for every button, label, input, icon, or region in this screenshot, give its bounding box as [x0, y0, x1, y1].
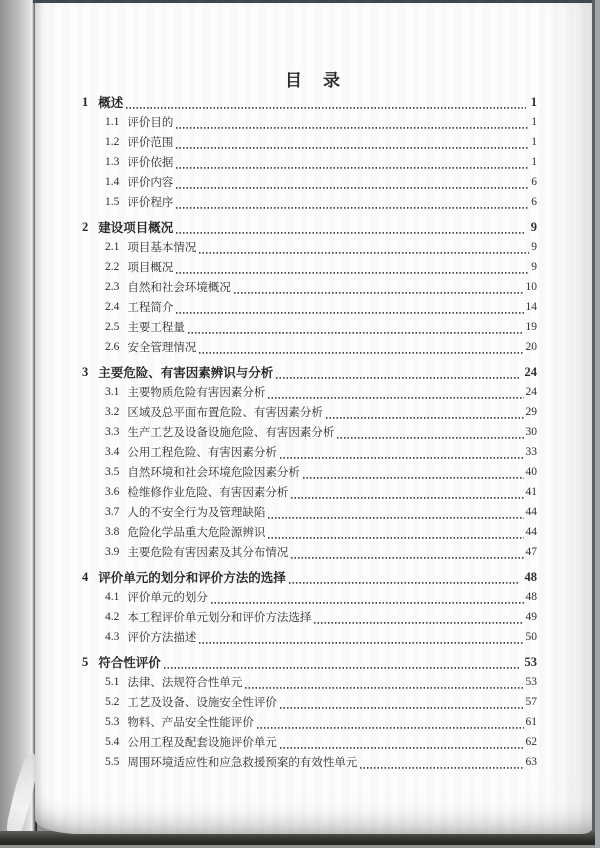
- toc-entry-number: 2.2: [105, 261, 120, 273]
- toc-row: [82, 422, 537, 442]
- toc-row: [82, 217, 537, 237]
- toc-entry-number: 5.1: [105, 676, 120, 688]
- toc-entry-page: 62: [525, 736, 537, 748]
- toc-entry-page: 6: [531, 196, 537, 208]
- dot-leader: [199, 340, 523, 354]
- toc-row: [82, 112, 537, 132]
- toc-row: [82, 382, 537, 402]
- toc-row: [82, 442, 537, 462]
- toc-entry-page: 33: [525, 446, 537, 458]
- toc-entry-title: 概述: [98, 96, 124, 110]
- dot-leader: [176, 175, 529, 189]
- toc-row: [82, 237, 537, 257]
- toc-row: [82, 402, 537, 422]
- toc-row: [82, 712, 537, 732]
- dot-leader: [268, 505, 523, 519]
- toc-entry-title: 评价方法描述: [127, 632, 197, 644]
- dot-leader: [291, 485, 523, 499]
- toc-entry-page: 20: [525, 341, 537, 353]
- toc-entry-page: 30: [525, 426, 537, 438]
- toc-row: [82, 607, 537, 627]
- toc-entry-title: 区域及总平面布置危险、有害因素分析: [127, 407, 323, 419]
- toc-row: [82, 132, 537, 152]
- toc-entry-title: 评价单元的划分: [127, 592, 208, 604]
- toc-row: [82, 277, 537, 297]
- toc-row: [82, 337, 537, 357]
- toc-row: [82, 522, 537, 542]
- toc-entry-number: 3.9: [105, 546, 120, 558]
- toc-entry-page: 24: [524, 364, 537, 379]
- toc-entry-title: 安全管理情况: [127, 342, 197, 354]
- toc-row: [82, 317, 537, 337]
- toc-row: [82, 462, 537, 482]
- toc-row: [82, 92, 537, 112]
- toc-entry-title: 评价内容: [127, 177, 174, 189]
- scan-right-margin: [595, 0, 600, 848]
- toc-entry-title: 公用工程及配套设施评价单元: [127, 737, 277, 749]
- toc-entry-page: 24: [525, 386, 537, 398]
- toc-entry-title: 人的不安全行为及管理缺陷: [127, 507, 266, 519]
- toc-entry-title: 项目基本情况: [127, 242, 197, 254]
- toc-entry-number: 2.3: [105, 281, 120, 293]
- toc-entry-number: 5: [82, 654, 89, 669]
- toc-row: [82, 752, 537, 772]
- toc-entry-title: 本工程评价单元划分和评价方法选择: [127, 612, 312, 624]
- toc-row: [82, 172, 537, 192]
- toc-row: [82, 692, 537, 712]
- toc-entry-number: 1.1: [105, 116, 120, 128]
- dot-leader: [199, 630, 523, 644]
- toc-entry-page: 1: [531, 156, 537, 168]
- toc-entry-number: 3.8: [105, 526, 120, 538]
- dot-leader: [326, 405, 524, 419]
- toc-row: [82, 627, 537, 647]
- toc-entry-page: 14: [525, 301, 537, 313]
- toc-row: [82, 257, 537, 277]
- toc-row: [82, 672, 537, 692]
- toc-entry-page: 19: [525, 321, 537, 333]
- toc-entry-title: 评价单元的划分和评价方法的选择: [98, 571, 286, 585]
- toc-entry-page: 41: [525, 486, 537, 498]
- toc-entry-page: 57: [525, 696, 537, 708]
- toc-entry-page: 61: [525, 716, 537, 728]
- toc-entry-title: 建设项目概况: [98, 221, 174, 235]
- dot-leader: [199, 240, 529, 254]
- book-page-stack-edge: [0, 0, 37, 838]
- toc-entry-number: 3.1: [105, 386, 120, 398]
- toc-entry-number: 4.2: [105, 611, 120, 623]
- toc-row: [82, 732, 537, 752]
- dot-leader: [276, 365, 519, 379]
- toc-row: [82, 542, 537, 562]
- toc-entry-title: 公用工程危险、有害因素分析: [127, 447, 277, 459]
- toc-entry-title: 工程简介: [127, 302, 174, 314]
- dot-leader: [188, 320, 524, 334]
- toc-list: [35, 87, 592, 772]
- dot-leader: [176, 260, 529, 274]
- page-title: 目 录: [285, 71, 342, 90]
- dot-leader: [176, 300, 523, 314]
- dot-leader: [360, 755, 523, 769]
- toc-entry-title: 评价目的: [127, 117, 174, 129]
- toc-entry-number: 2: [82, 219, 89, 234]
- toc-entry-page: 53: [524, 654, 537, 669]
- toc-entry-title: 主要工程量: [127, 322, 185, 334]
- toc-row: [82, 482, 537, 502]
- toc-entry-number: 3.7: [105, 506, 120, 518]
- dot-leader: [289, 570, 520, 584]
- toc-row: [82, 297, 537, 317]
- dot-leader: [234, 280, 524, 294]
- toc-entry-title: 符合性评价: [98, 656, 161, 670]
- toc-entry-number: 5.2: [105, 696, 120, 708]
- toc-entry-number: 1.3: [105, 156, 120, 168]
- toc-entry-title: 自然环境和社会环境危险因素分析: [127, 467, 300, 479]
- toc-row: [82, 502, 537, 522]
- toc-entry-page: 1: [531, 116, 537, 128]
- toc-entry-number: 1: [82, 94, 89, 109]
- dot-leader: [280, 445, 524, 459]
- toc-entry-page: 49: [525, 611, 537, 623]
- toc-entry-number: 3.4: [105, 446, 120, 458]
- toc-entry-title: 评价程序: [127, 197, 174, 209]
- toc-entry-number: 3.2: [105, 406, 120, 418]
- dot-leader: [176, 155, 529, 169]
- toc-entry-number: 3.6: [105, 486, 120, 498]
- toc-entry-title: 项目概况: [127, 262, 174, 274]
- toc-entry-number: 3: [82, 364, 89, 379]
- toc-entry-title: 工艺及设备、设施安全性评价: [127, 697, 277, 709]
- dot-leader: [280, 735, 524, 749]
- toc-entry-title: 评价依据: [127, 157, 174, 169]
- toc-entry-page: 40: [525, 466, 537, 478]
- dot-leader: [268, 525, 523, 539]
- dot-leader: [176, 195, 529, 209]
- toc-row: [82, 362, 537, 382]
- toc-entry-number: 2.6: [105, 341, 120, 353]
- toc-entry-page: 9: [531, 261, 537, 273]
- dot-leader: [176, 135, 529, 149]
- toc-row: [82, 567, 537, 587]
- toc-entry-number: 2.1: [105, 241, 120, 253]
- toc-entry-number: 5.4: [105, 736, 120, 748]
- toc-entry-number: 4: [82, 569, 89, 584]
- toc-entry-number: 5.5: [105, 756, 120, 768]
- toc-entry-page: 50: [525, 631, 537, 643]
- dot-leader: [245, 675, 523, 689]
- toc-entry-number: 5.3: [105, 716, 120, 728]
- dot-leader: [164, 655, 520, 669]
- toc-entry-title: 危险化学品重大危险源辨识: [127, 527, 266, 539]
- toc-entry-title: 主要危险、有害因素辨识与分析: [98, 366, 274, 380]
- dot-leader: [176, 220, 525, 234]
- toc-row: [82, 587, 537, 607]
- toc-entry-number: 2.4: [105, 301, 120, 313]
- toc-entry-page: 48: [525, 591, 537, 603]
- document-page: [35, 3, 592, 834]
- toc-entry-page: 44: [525, 506, 537, 518]
- toc-entry-title: 主要危险有害因素及其分布情况: [127, 547, 289, 559]
- dot-leader: [126, 95, 525, 109]
- toc-row: [82, 152, 537, 172]
- toc-entry-page: 44: [525, 526, 537, 538]
- toc-entry-title: 周围环境适应性和应急救援预案的有效性单元: [127, 757, 358, 769]
- dot-leader: [268, 385, 523, 399]
- toc-entry-number: 3.5: [105, 466, 120, 478]
- toc-entry-page: 6: [531, 176, 537, 188]
- toc-entry-page: 63: [525, 756, 537, 768]
- toc-entry-title: 自然和社会环境概况: [127, 282, 231, 294]
- toc-entry-page: 9: [530, 219, 537, 234]
- toc-entry-page: 48: [524, 569, 537, 584]
- toc-entry-page: 47: [525, 546, 537, 558]
- toc-row: [82, 652, 537, 672]
- toc-entry-number: 1.4: [105, 176, 120, 188]
- toc-entry-title: 评价范围: [127, 137, 174, 149]
- dot-leader: [176, 115, 529, 129]
- toc-entry-page: 53: [525, 676, 537, 688]
- toc-entry-title: 检维修作业危险、有害因素分析: [127, 487, 289, 499]
- dot-leader: [291, 545, 523, 559]
- toc-entry-page: 1: [530, 94, 537, 109]
- toc-entry-page: 29: [525, 406, 537, 418]
- dot-leader: [211, 590, 524, 604]
- toc-entry-number: 1.5: [105, 196, 120, 208]
- dot-leader: [337, 425, 523, 439]
- toc-entry-title: 生产工艺及设备设施危险、有害因素分析: [127, 427, 335, 439]
- toc-entry-number: 3.3: [105, 426, 120, 438]
- dot-leader: [303, 465, 524, 479]
- toc-entry-number: 1.2: [105, 136, 120, 148]
- dot-leader: [257, 715, 524, 729]
- toc-entry-number: 4.3: [105, 631, 120, 643]
- toc-entry-page: 9: [531, 241, 537, 253]
- toc-entry-title: 物料、产品安全性能评价: [127, 717, 254, 729]
- dot-leader: [314, 610, 523, 624]
- toc-entry-page: 1: [531, 136, 537, 148]
- toc-entry-title: 主要物质危险有害因素分析: [127, 387, 266, 399]
- toc-entry-number: 4.1: [105, 591, 120, 603]
- toc-entry-page: 10: [525, 281, 537, 293]
- toc-entry-title: 法律、法规符合性单元: [127, 677, 243, 689]
- toc-entry-number: 2.5: [105, 321, 120, 333]
- toc-row: [82, 192, 537, 212]
- dot-leader: [280, 695, 524, 709]
